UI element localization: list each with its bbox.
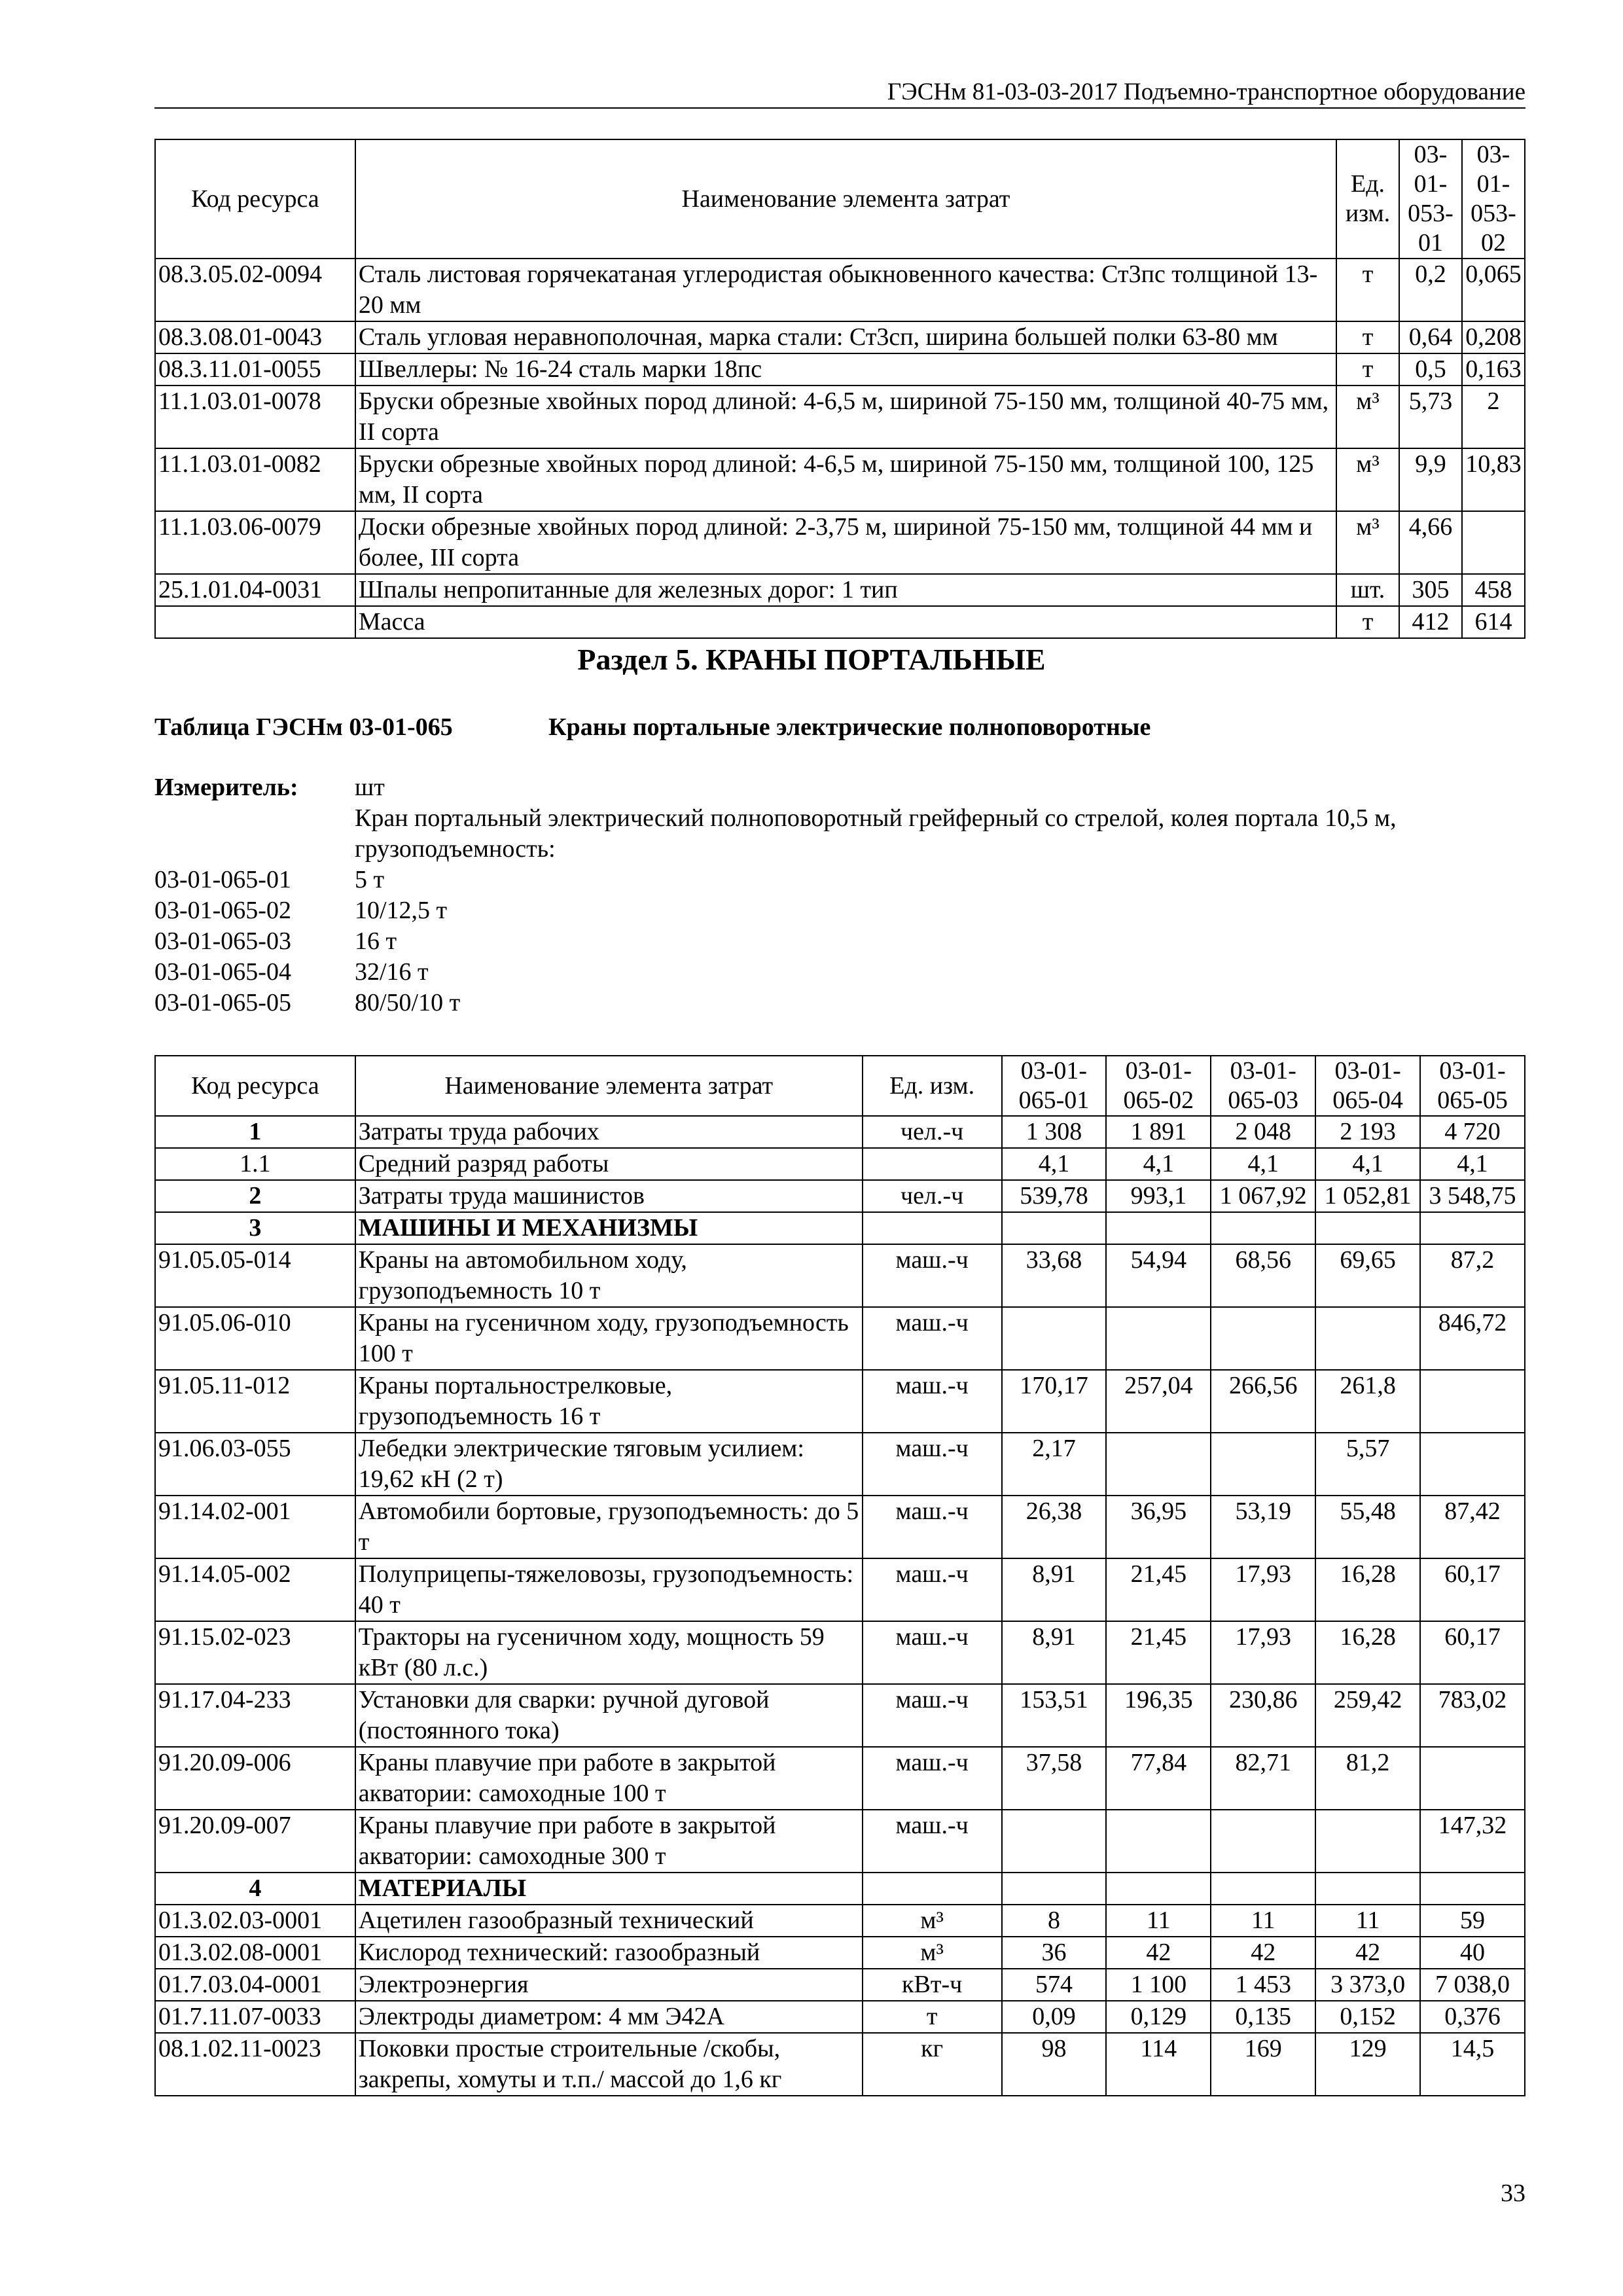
table-cell: 2 048 bbox=[1211, 1116, 1315, 1148]
table-cell: 3 373,0 bbox=[1315, 1969, 1420, 2001]
column-header: Ед. изм. bbox=[863, 1056, 1002, 1116]
norm-code-row bbox=[154, 926, 460, 957]
table-cell: 36 bbox=[1002, 1937, 1107, 1969]
table-row bbox=[155, 1747, 1525, 1810]
table-cell: 2,17 bbox=[1002, 1433, 1107, 1496]
table-cell: 4,1 bbox=[1002, 1148, 1107, 1180]
norm-capacity: 5 т bbox=[355, 866, 385, 893]
table-cell bbox=[1002, 1212, 1107, 1244]
table-cell: 539,78 bbox=[1002, 1180, 1107, 1212]
table-row bbox=[155, 606, 1525, 638]
table-cell: маш.-ч bbox=[863, 1244, 1002, 1307]
measure-label: Измеритель: bbox=[154, 774, 298, 801]
table-cell: 77,84 bbox=[1106, 1747, 1211, 1810]
table-section-row bbox=[155, 1873, 1525, 1905]
table-cell: т bbox=[863, 2001, 1002, 2033]
table-cell: 574 bbox=[1002, 1969, 1107, 2001]
table-cell: 82,71 bbox=[1211, 1747, 1315, 1810]
table-cell bbox=[1106, 1212, 1211, 1244]
table-row bbox=[155, 1244, 1525, 1307]
column-header: 03-01- 065-02 bbox=[1106, 1056, 1211, 1116]
table-cell: 129 bbox=[1315, 2033, 1420, 2096]
table-row bbox=[155, 1496, 1525, 1558]
table-cell: кВт-ч bbox=[863, 1969, 1002, 2001]
table-cell bbox=[1420, 1873, 1525, 1905]
table-cell: 91.14.05-002 bbox=[155, 1558, 355, 1621]
table-cell: Бруски обрезные хвойных пород длиной: 4-6,5 м, шириной 75-150 мм, толщиной 100, 125 мм, II сорта bbox=[355, 448, 1336, 511]
table-cell: 11 bbox=[1106, 1905, 1211, 1937]
table-cell: 08.3.08.01-0043 bbox=[155, 321, 355, 353]
table-cell: 0,208 bbox=[1462, 321, 1525, 353]
table-cell bbox=[1106, 1433, 1211, 1496]
table-cell: 11.1.03.01-0082 bbox=[155, 448, 355, 511]
table-cell: Электроэнергия bbox=[355, 1969, 863, 2001]
table-cell: Сталь угловая неравнополочная, марка стали: Ст3сп, ширина большей полки 63-80 мм bbox=[355, 321, 1336, 353]
table-cell: 8,91 bbox=[1002, 1558, 1107, 1621]
table-cell: маш.-ч bbox=[863, 1621, 1002, 1684]
table-cell: МАТЕРИАЛЫ bbox=[355, 1873, 863, 1905]
table-row bbox=[155, 1810, 1525, 1873]
norm-code: 03-01-065-03 bbox=[154, 927, 291, 955]
norm-capacity: 16 т bbox=[355, 927, 397, 955]
table-cell: Краны портальнострелковые, грузоподъемность 16 т bbox=[355, 1370, 863, 1433]
table-cell bbox=[1315, 1810, 1420, 1873]
table-cell: 91.20.09-006 bbox=[155, 1747, 355, 1810]
table-cell bbox=[863, 1212, 1002, 1244]
table-cell: 0,5 bbox=[1399, 353, 1462, 386]
norm-code: 03-01-065-04 bbox=[154, 958, 291, 986]
table-cell: 91.14.02-001 bbox=[155, 1496, 355, 1558]
table-cell: Краны на гусеничном ходу, грузоподъемность 100 т bbox=[355, 1307, 863, 1370]
table-cell: Доски обрезные хвойных пород длиной: 2-3,75 м, шириной 75-150 мм, толщиной 44 мм и более, III сорта bbox=[355, 511, 1336, 574]
table-cell: 37,58 bbox=[1002, 1747, 1107, 1810]
table-cell: 153,51 bbox=[1002, 1684, 1107, 1747]
table-cell: 01.3.02.03-0001 bbox=[155, 1905, 355, 1937]
norm-capacity: 32/16 т bbox=[355, 958, 429, 986]
table-cell bbox=[1315, 1212, 1420, 1244]
table-row bbox=[155, 1433, 1525, 1496]
resource-table-065 bbox=[154, 1055, 1525, 2096]
column-header: 03-01- 065-01 bbox=[1002, 1056, 1107, 1116]
table-cell: 0,376 bbox=[1420, 2001, 1525, 2033]
table-row bbox=[155, 448, 1525, 511]
table-row bbox=[155, 1370, 1525, 1433]
column-header: Код ресурса bbox=[155, 1056, 355, 1116]
table-cell: 42 bbox=[1315, 1937, 1420, 1969]
table-cell: 846,72 bbox=[1420, 1307, 1525, 1370]
table-cell: т bbox=[1336, 606, 1399, 638]
table-cell: 0,2 bbox=[1399, 259, 1462, 321]
table-cell: м³ bbox=[1336, 448, 1399, 511]
table-cell: 114 bbox=[1106, 2033, 1211, 2096]
table-cell: Бруски обрезные хвойных пород длиной: 4-6,5 м, шириной 75-150 мм, толщиной 40-75 мм, II сорта bbox=[355, 386, 1336, 448]
table-cell: 4 bbox=[155, 1873, 355, 1905]
table-cell: чел.-ч bbox=[863, 1116, 1002, 1148]
table-cell: 08.3.11.01-0055 bbox=[155, 353, 355, 386]
column-header: 03-01- 053-01 bbox=[1399, 139, 1462, 259]
column-header: Наименование элемента затрат bbox=[355, 139, 1336, 259]
table-cell: 60,17 bbox=[1420, 1558, 1525, 1621]
table-row bbox=[155, 1558, 1525, 1621]
table-cell: Полуприцепы-тяжеловозы, грузоподъемность: 40 т bbox=[355, 1558, 863, 1621]
table-row bbox=[155, 511, 1525, 574]
table-cell: 0,065 bbox=[1462, 259, 1525, 321]
table-cell: маш.-ч bbox=[863, 1307, 1002, 1370]
table-cell bbox=[1211, 1307, 1315, 1370]
table-cell: 01.7.11.07-0033 bbox=[155, 2001, 355, 2033]
table-cell: 305 bbox=[1399, 574, 1462, 606]
table-cell: 1 308 bbox=[1002, 1116, 1107, 1148]
table-cell: Средний разряд работы bbox=[355, 1148, 863, 1180]
table-cell: Поковки простые строительные /скобы, закрепы, хомуты и т.п./ массой до 1,6 кг bbox=[355, 2033, 863, 2096]
table-cell: 11 bbox=[1211, 1905, 1315, 1937]
table-cell: 458 bbox=[1462, 574, 1525, 606]
table-cell: МАШИНЫ И МЕХАНИЗМЫ bbox=[355, 1212, 863, 1244]
table-cell bbox=[1002, 1307, 1107, 1370]
table-cell: 98 bbox=[1002, 2033, 1107, 2096]
table-cell: Лебедки электрические тяговым усилием: 19,62 кН (2 т) bbox=[355, 1433, 863, 1496]
table-cell bbox=[155, 606, 355, 638]
norm-code-row bbox=[154, 957, 460, 988]
table-cell: 33,68 bbox=[1002, 1244, 1107, 1307]
table-cell: 60,17 bbox=[1420, 1621, 1525, 1684]
table-cell: 87,42 bbox=[1420, 1496, 1525, 1558]
table-section-row bbox=[155, 1212, 1525, 1244]
table-cell: 259,42 bbox=[1315, 1684, 1420, 1747]
table-cell: 25.1.01.04-0031 bbox=[155, 574, 355, 606]
table-cell: 0,64 bbox=[1399, 321, 1462, 353]
table-cell: 1.1 bbox=[155, 1148, 355, 1180]
table-cell: 68,56 bbox=[1211, 1244, 1315, 1307]
table-cell: 5,73 bbox=[1399, 386, 1462, 448]
table-cell: маш.-ч bbox=[863, 1558, 1002, 1621]
norm-code: 03-01-065-02 bbox=[154, 897, 291, 924]
measure-description: Кран портальный электрический полноповоротный грейферный со стрелой, колея портала 10,5 м, грузоподъемность: bbox=[355, 804, 1397, 863]
table-row bbox=[155, 574, 1525, 606]
norm-capacity: 10/12,5 т bbox=[355, 897, 448, 924]
table-cell: 54,94 bbox=[1106, 1244, 1211, 1307]
table-cell: 2 193 bbox=[1315, 1116, 1420, 1148]
table-cell: 14,5 bbox=[1420, 2033, 1525, 2096]
table-cell: 55,48 bbox=[1315, 1496, 1420, 1558]
table-cell bbox=[1106, 1873, 1211, 1905]
table-cell: 08.3.05.02-0094 bbox=[155, 259, 355, 321]
table-cell: Швеллеры: № 16-24 сталь марки 18пс bbox=[355, 353, 1336, 386]
table-cell: 4 720 bbox=[1420, 1116, 1525, 1148]
table-cell: Затраты труда машинистов bbox=[355, 1180, 863, 1212]
table-cell: 36,95 bbox=[1106, 1496, 1211, 1558]
table-cell bbox=[1211, 1810, 1315, 1873]
table-row bbox=[155, 2033, 1525, 2096]
table-cell bbox=[1211, 1212, 1315, 1244]
table-cell: 993,1 bbox=[1106, 1180, 1211, 1212]
table-cell: 11.1.03.06-0079 bbox=[155, 511, 355, 574]
column-header: 03-01- 065-05 bbox=[1420, 1056, 1525, 1116]
table-cell: 17,93 bbox=[1211, 1558, 1315, 1621]
table-cell: 4,1 bbox=[1106, 1148, 1211, 1180]
table-row bbox=[155, 1937, 1525, 1969]
table-cell: 170,17 bbox=[1002, 1370, 1107, 1433]
table-cell: 4,1 bbox=[1420, 1148, 1525, 1180]
table-cell: 4,1 bbox=[1211, 1148, 1315, 1180]
table-cell: 59 bbox=[1420, 1905, 1525, 1937]
table-cell: 4,1 bbox=[1315, 1148, 1420, 1180]
table-cell: 11.1.03.01-0078 bbox=[155, 386, 355, 448]
table-cell: 8 bbox=[1002, 1905, 1107, 1937]
table-row bbox=[155, 321, 1525, 353]
table-cell: Краны на автомобильном ходу, грузоподъемность 10 т bbox=[355, 1244, 863, 1307]
table-row bbox=[155, 1180, 1525, 1212]
table-cell: т bbox=[1336, 353, 1399, 386]
table-cell: 81,2 bbox=[1315, 1747, 1420, 1810]
column-header: Наименование элемента затрат bbox=[355, 1056, 863, 1116]
table-cell: 9,9 bbox=[1399, 448, 1462, 511]
table-cell: 91.17.04-233 bbox=[155, 1684, 355, 1747]
table-cell bbox=[1106, 1307, 1211, 1370]
table-cell: 2 bbox=[1462, 386, 1525, 448]
table-cell: Установки для сварки: ручной дуговой (постоянного тока) bbox=[355, 1684, 863, 1747]
table-cell: маш.-ч bbox=[863, 1496, 1002, 1558]
table-cell: чел.-ч bbox=[863, 1180, 1002, 1212]
norm-capacity: 80/50/10 т bbox=[355, 989, 461, 1016]
table-cell: м³ bbox=[1336, 511, 1399, 574]
table-cell: 16,28 bbox=[1315, 1621, 1420, 1684]
table-cell: маш.-ч bbox=[863, 1747, 1002, 1810]
table-row bbox=[155, 1621, 1525, 1684]
table-cell: маш.-ч bbox=[863, 1370, 1002, 1433]
table-cell: 08.1.02.11-0023 bbox=[155, 2033, 355, 2096]
table-row bbox=[155, 386, 1525, 448]
table-cell: 11 bbox=[1315, 1905, 1420, 1937]
table-cell: 266,56 bbox=[1211, 1370, 1315, 1433]
table-cell: 21,45 bbox=[1106, 1621, 1211, 1684]
table-cell: 91.05.11-012 bbox=[155, 1370, 355, 1433]
norm-code: 03-01-065-01 bbox=[154, 866, 291, 893]
table-cell: маш.-ч bbox=[863, 1433, 1002, 1496]
table-cell: Краны плавучие при работе в закрытой акватории: самоходные 100 т bbox=[355, 1747, 863, 1810]
table-cell: т bbox=[1336, 321, 1399, 353]
table-cell: 1 067,92 bbox=[1211, 1180, 1315, 1212]
table-cell bbox=[1420, 1433, 1525, 1496]
table-cell: м³ bbox=[863, 1905, 1002, 1937]
table-cell: т bbox=[1336, 259, 1399, 321]
table-cell: 53,19 bbox=[1211, 1496, 1315, 1558]
table-cell: 230,86 bbox=[1211, 1684, 1315, 1747]
table-cell: 4,66 bbox=[1399, 511, 1462, 574]
table-cell: кг bbox=[863, 2033, 1002, 2096]
norm-code-list bbox=[154, 865, 460, 1018]
table-cell: 26,38 bbox=[1002, 1496, 1107, 1558]
table-cell bbox=[1420, 1212, 1525, 1244]
table-cell bbox=[1315, 1307, 1420, 1370]
table-cell bbox=[1315, 1873, 1420, 1905]
table-row bbox=[155, 1148, 1525, 1180]
table-cell bbox=[1462, 511, 1525, 574]
table-cell: маш.-ч bbox=[863, 1810, 1002, 1873]
table-row bbox=[155, 1307, 1525, 1370]
table-cell: 196,35 bbox=[1106, 1684, 1211, 1747]
table-cell: 91.15.02-023 bbox=[155, 1621, 355, 1684]
table-cell: Краны плавучие при работе в закрытой акватории: самоходные 300 т bbox=[355, 1810, 863, 1873]
table-cell: шт. bbox=[1336, 574, 1399, 606]
table-cell: маш.-ч bbox=[863, 1684, 1002, 1747]
table-cell: 01.3.02.08-0001 bbox=[155, 1937, 355, 1969]
table-cell: 91.20.09-007 bbox=[155, 1810, 355, 1873]
table-cell: Затраты труда рабочих bbox=[355, 1116, 863, 1148]
table-cell: 1 052,81 bbox=[1315, 1180, 1420, 1212]
table-cell: 0,152 bbox=[1315, 2001, 1420, 2033]
column-header: 03-01- 053-02 bbox=[1462, 139, 1525, 259]
table-cell: 3 bbox=[155, 1212, 355, 1244]
table-row bbox=[155, 1684, 1525, 1747]
table-cell: 0,163 bbox=[1462, 353, 1525, 386]
table-cell: Ацетилен газообразный технический bbox=[355, 1905, 863, 1937]
resource-table-053 bbox=[154, 139, 1525, 639]
table-cell: м³ bbox=[863, 1937, 1002, 1969]
table-cell: 1 bbox=[155, 1116, 355, 1148]
table-cell: 16,28 bbox=[1315, 1558, 1420, 1621]
table-cell: 7 038,0 bbox=[1420, 1969, 1525, 2001]
table-cell: 0,09 bbox=[1002, 2001, 1107, 2033]
section-title: Раздел 5. КРАНЫ ПОРТАЛЬНЫЕ bbox=[577, 643, 1046, 676]
page-number: 33 bbox=[1501, 2179, 1525, 2207]
column-header: Ед. изм. bbox=[1336, 139, 1399, 259]
table-row bbox=[155, 1905, 1525, 1937]
table-cell bbox=[1420, 1747, 1525, 1810]
table-cell: Электроды диаметром: 4 мм Э42А bbox=[355, 2001, 863, 2033]
table-cell: Масса bbox=[355, 606, 1336, 638]
table-cell: 8,91 bbox=[1002, 1621, 1107, 1684]
table-cell: 91.05.06-010 bbox=[155, 1307, 355, 1370]
table-cell: Тракторы на гусеничном ходу, мощность 59 кВт (80 л.с.) bbox=[355, 1621, 863, 1684]
table-cell: 42 bbox=[1106, 1937, 1211, 1969]
table-cell bbox=[863, 1873, 1002, 1905]
table-cell: Шпалы непропитанные для железных дорог: 1 тип bbox=[355, 574, 1336, 606]
table-cell bbox=[1106, 1810, 1211, 1873]
table-cell: м³ bbox=[1336, 386, 1399, 448]
table-cell: 1 100 bbox=[1106, 1969, 1211, 2001]
table-cell: 412 bbox=[1399, 606, 1462, 638]
table-cell: 21,45 bbox=[1106, 1558, 1211, 1621]
table-cell: 17,93 bbox=[1211, 1621, 1315, 1684]
table-cell bbox=[1002, 1873, 1107, 1905]
table-row bbox=[155, 1969, 1525, 2001]
table-caption: Краны портальные электрические полноповоротные bbox=[548, 713, 1151, 741]
norm-code-row bbox=[154, 895, 460, 926]
table-cell bbox=[1002, 1810, 1107, 1873]
table-cell: Автомобили бортовые, грузоподъемность: до 5 т bbox=[355, 1496, 863, 1558]
table-cell: 01.7.03.04-0001 bbox=[155, 1969, 355, 2001]
table-cell: 91.06.03-055 bbox=[155, 1433, 355, 1496]
column-header: 03-01- 065-04 bbox=[1315, 1056, 1420, 1116]
table-cell: 1 453 bbox=[1211, 1969, 1315, 2001]
table-cell bbox=[1211, 1873, 1315, 1905]
column-header: 03-01- 065-03 bbox=[1211, 1056, 1315, 1116]
table-cell: 0,135 bbox=[1211, 2001, 1315, 2033]
norm-code-row bbox=[154, 865, 460, 895]
table-header-row bbox=[155, 1056, 1525, 1116]
table-cell: 2 bbox=[155, 1180, 355, 1212]
norm-code: 03-01-065-05 bbox=[154, 989, 291, 1016]
table-cell: 0,129 bbox=[1106, 2001, 1211, 2033]
table-cell: Кислород технический: газообразный bbox=[355, 1937, 863, 1969]
table-cell: 69,65 bbox=[1315, 1244, 1420, 1307]
column-header: Код ресурса bbox=[155, 139, 355, 259]
table-cell bbox=[863, 1148, 1002, 1180]
table-row bbox=[155, 2001, 1525, 2033]
table-cell: 42 bbox=[1211, 1937, 1315, 1969]
norm-code-row bbox=[154, 988, 460, 1018]
table-row bbox=[155, 1116, 1525, 1148]
table-cell: Сталь листовая горячекатаная углеродистая обыкновенного качества: Ст3пс толщиной 13-20 мм bbox=[355, 259, 1336, 321]
table-cell: 5,57 bbox=[1315, 1433, 1420, 1496]
table-header-row bbox=[155, 139, 1525, 259]
table-cell: 261,8 bbox=[1315, 1370, 1420, 1433]
table-cell: 169 bbox=[1211, 2033, 1315, 2096]
table-row bbox=[155, 353, 1525, 386]
table-cell: 147,32 bbox=[1420, 1810, 1525, 1873]
table-cell bbox=[1211, 1433, 1315, 1496]
table-row bbox=[155, 259, 1525, 321]
table-label: Таблица ГЭСНм 03-01-065 bbox=[154, 713, 453, 741]
table-cell: 10,83 bbox=[1462, 448, 1525, 511]
table-cell: 614 bbox=[1462, 606, 1525, 638]
table-cell: 87,2 bbox=[1420, 1244, 1525, 1307]
page-header: ГЭСНм 81-03-03-2017 Подъемно-транспортное оборудование bbox=[154, 77, 1525, 109]
table-cell: 40 bbox=[1420, 1937, 1525, 1969]
measure-unit: шт bbox=[355, 774, 385, 801]
table-cell: 783,02 bbox=[1420, 1684, 1525, 1747]
table-cell bbox=[1420, 1370, 1525, 1433]
table-cell: 3 548,75 bbox=[1420, 1180, 1525, 1212]
table-cell: 257,04 bbox=[1106, 1370, 1211, 1433]
table-cell: 91.05.05-014 bbox=[155, 1244, 355, 1307]
table-cell: 1 891 bbox=[1106, 1116, 1211, 1148]
